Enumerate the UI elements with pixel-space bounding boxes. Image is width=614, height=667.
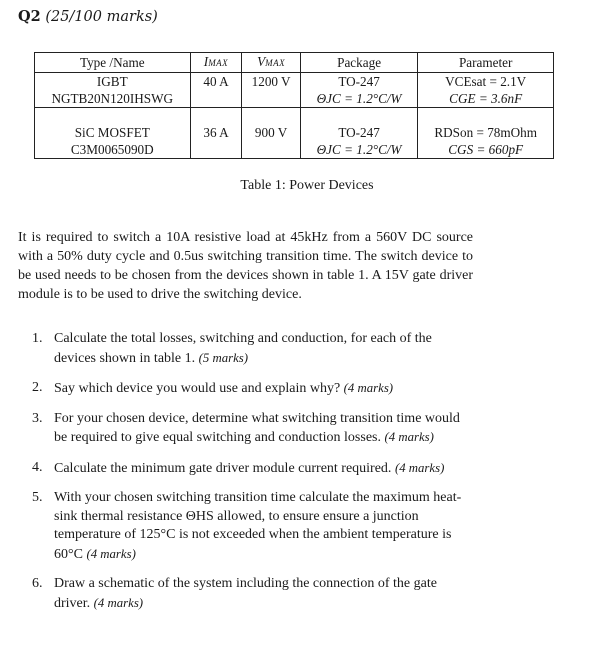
cell-param1: RDSon = 78mOhm [418,122,554,141]
cell-theta: ΘJC = 1.2°C/W [300,141,418,159]
table-row [35,73,554,91]
list-item: 1. Calculate the total losses, switching and conduction, for each of the devices shown in table 1. (5 marks) [32,331,432,366]
cell-name: C3M0065090D [35,141,191,159]
header-imax: IMAX [190,53,242,73]
power-devices-table-wrapper [34,52,554,159]
list-item: 5. With your chosen switching transition time calculate the maximum heat-sink thermal resistance ΘHS allowed, to ensure ensure a junction temperature of 125°C is not exceeded when the ambient temperature is 60°C (4 marks) [32,490,462,562]
cell-param2: CGS = 660pF [418,141,554,159]
cell-package: TO-247 [300,73,418,91]
cell-param1: VCEsat = 2.1V [418,73,554,91]
question-heading [18,8,158,25]
table-row [35,141,554,159]
problem-statement: It is required to switch a 10A resistive load at 45kHz from a 560V DC source with a 50% duty cycle and 0.5us switching transition time. The switch device to be used needs to be chosen from the devices shown in table 1. A 15V gate driver module is to be used to drive the switching device. [18,230,473,302]
cell-param2: CGE = 3.6nF [418,90,554,108]
cell-type: SiC MOSFET [35,122,191,141]
header-package: Package [300,53,418,73]
list-item: 2. Say which device you would use and explain why? (4 marks) [32,380,394,396]
cell-imax: 36 A [190,122,242,141]
question-label: Q2 [18,8,41,25]
table-caption: Table 1: Power Devices [240,178,374,193]
cell-vmax: 1200 V [242,73,300,91]
question-marks: (25/100 marks) [45,9,158,25]
cell-vmax: 900 V [242,122,300,141]
cell-package: TO-247 [300,122,418,141]
cell-imax: 40 A [190,73,242,91]
table-row [35,122,554,141]
power-devices-table [34,52,554,159]
header-vmax: VMAX [242,53,300,73]
question-list [18,330,473,624]
cell-type: IGBT [35,73,191,91]
table-row [35,90,554,108]
cell-name: NGTB20N120IHSWG [35,90,191,108]
header-parameter: Parameter [418,53,554,73]
cell-theta: ΘJC = 1.2°C/W [300,90,418,108]
list-item: 3. For your chosen device, determine what switching transition time would be required to give equal switching and conduction losses. (4 marks) [32,410,460,445]
list-item: 6. Draw a schematic of the system including the connection of the gate driver. (4 marks) [32,576,437,611]
list-item: 4. Calculate the minimum gate driver module current required. (4 marks) [32,459,445,476]
header-type: Type /Name [35,53,191,73]
